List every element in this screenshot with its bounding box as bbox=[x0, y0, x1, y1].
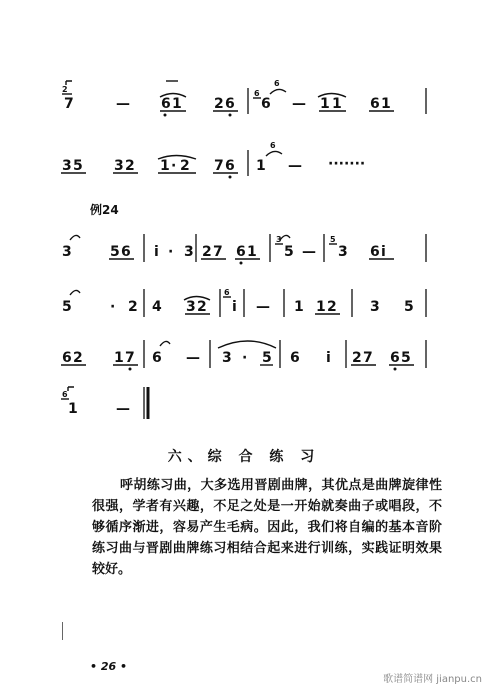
note: 2 bbox=[197, 299, 207, 315]
note: 6 bbox=[161, 96, 171, 112]
ornament: 3 bbox=[276, 235, 282, 244]
note: 5 bbox=[110, 244, 120, 260]
score-line-4-notation bbox=[58, 281, 438, 321]
note: 3 bbox=[62, 244, 72, 260]
note: 2 bbox=[180, 158, 190, 174]
note: 2 bbox=[352, 350, 362, 366]
note: 2 bbox=[327, 299, 337, 315]
note: 2 bbox=[128, 299, 138, 315]
note: 2 bbox=[214, 96, 224, 112]
watermark: 歌谱简谱网 jianpu.cn bbox=[383, 674, 482, 685]
dash: — bbox=[302, 244, 316, 260]
section-heading: 六、综 合 练 习 bbox=[167, 449, 321, 465]
note: 5 bbox=[404, 299, 414, 315]
note: 5 bbox=[73, 158, 83, 174]
note: 1 bbox=[68, 401, 78, 417]
note: 2 bbox=[202, 244, 212, 260]
score-line-2 bbox=[58, 140, 438, 180]
note: 1 bbox=[172, 96, 182, 112]
note: 7 bbox=[125, 350, 135, 366]
note: 2 bbox=[73, 350, 83, 366]
low-dot bbox=[240, 262, 243, 265]
slur bbox=[218, 341, 276, 348]
score-line-3-notation bbox=[58, 226, 438, 266]
dash: — bbox=[288, 158, 302, 174]
low-dot bbox=[164, 114, 167, 117]
note: 1 bbox=[160, 158, 170, 174]
note: 1 bbox=[381, 96, 391, 112]
note: 1 bbox=[332, 96, 342, 112]
margin-mark bbox=[62, 622, 64, 640]
dot: · bbox=[242, 350, 248, 366]
note: 6 bbox=[225, 96, 235, 112]
note: 2 bbox=[125, 158, 135, 174]
note: 1 bbox=[247, 244, 257, 260]
slur bbox=[70, 235, 80, 240]
body-paragraph: 呼胡练习曲，大多选用晋剧曲牌，其优点是曲牌旋律性很强，学者有兴趣，不足之处是一开始就奏曲子或唱段，不够循序渐进，容易产生毛病。因此，我们将自编的基本音阶练习曲与晋剧曲牌练习相结合起来进行训练，实践证明效果较好。 bbox=[92, 478, 442, 577]
note: 7 bbox=[64, 96, 74, 112]
example-label: 例24 bbox=[90, 203, 119, 217]
note: 3 bbox=[114, 158, 124, 174]
ornament: 6 bbox=[254, 89, 260, 98]
note: 1 bbox=[316, 299, 326, 315]
note: 5 bbox=[284, 244, 294, 260]
note: 5 bbox=[262, 350, 272, 366]
slur bbox=[160, 341, 170, 346]
note: 7 bbox=[213, 244, 223, 260]
grace-mark bbox=[68, 387, 74, 391]
note: 3 bbox=[222, 350, 232, 366]
note: 6 bbox=[62, 350, 72, 366]
note: 6 bbox=[225, 158, 235, 174]
note: i bbox=[381, 244, 386, 260]
low-dot bbox=[129, 368, 132, 371]
dash: — bbox=[116, 401, 130, 417]
low-dot bbox=[394, 368, 397, 371]
ornament: 5 bbox=[330, 235, 336, 244]
note: i bbox=[232, 299, 237, 315]
score-line-3 bbox=[58, 226, 438, 266]
ornament: 2 bbox=[62, 85, 68, 94]
note: i bbox=[326, 350, 331, 366]
page-number: • 26 • bbox=[90, 660, 128, 673]
ornament: 6 bbox=[270, 141, 276, 150]
note: 3 bbox=[338, 244, 348, 260]
note: 4 bbox=[152, 299, 162, 315]
score-line-5 bbox=[58, 332, 438, 372]
note: 7 bbox=[214, 158, 224, 174]
low-dot bbox=[229, 114, 232, 117]
note: 6 bbox=[236, 244, 246, 260]
score-line-1-notation bbox=[58, 78, 438, 118]
dot: · bbox=[168, 244, 174, 260]
tail-dots: ······· bbox=[328, 156, 366, 172]
slur bbox=[70, 290, 80, 295]
note: 6 bbox=[370, 96, 380, 112]
ornament: 6 bbox=[224, 288, 230, 297]
slur bbox=[270, 89, 286, 94]
dash: — bbox=[116, 96, 130, 112]
note: 1 bbox=[294, 299, 304, 315]
score-line-4 bbox=[58, 281, 438, 321]
note: 3 bbox=[62, 158, 72, 174]
note: 7 bbox=[363, 350, 373, 366]
dash: — bbox=[186, 350, 200, 366]
dot: · bbox=[171, 158, 177, 174]
slur bbox=[266, 151, 282, 156]
dot: · bbox=[110, 299, 116, 315]
score-line-6 bbox=[58, 383, 438, 423]
note: 6 bbox=[290, 350, 300, 366]
note: 5 bbox=[401, 350, 411, 366]
dash: — bbox=[256, 299, 270, 315]
score-line-2-notation bbox=[58, 140, 438, 180]
dash: — bbox=[292, 96, 306, 112]
note: 3 bbox=[186, 299, 196, 315]
ornament: 6 bbox=[62, 390, 68, 399]
score-line-1 bbox=[58, 78, 438, 118]
note: 1 bbox=[256, 158, 266, 174]
note: 6 bbox=[152, 350, 162, 366]
ornament: 6 bbox=[274, 79, 280, 88]
note: 6 bbox=[390, 350, 400, 366]
note: 6 bbox=[370, 244, 380, 260]
note: 3 bbox=[184, 244, 194, 260]
score-line-6-notation bbox=[58, 383, 438, 423]
note: 1 bbox=[320, 96, 330, 112]
note: 6 bbox=[261, 96, 271, 112]
note: i bbox=[154, 244, 159, 260]
note: 5 bbox=[62, 299, 72, 315]
note: 3 bbox=[370, 299, 380, 315]
low-dot bbox=[229, 176, 232, 179]
note: 1 bbox=[114, 350, 124, 366]
note: 6 bbox=[121, 244, 131, 260]
score-line-5-notation bbox=[58, 332, 438, 372]
